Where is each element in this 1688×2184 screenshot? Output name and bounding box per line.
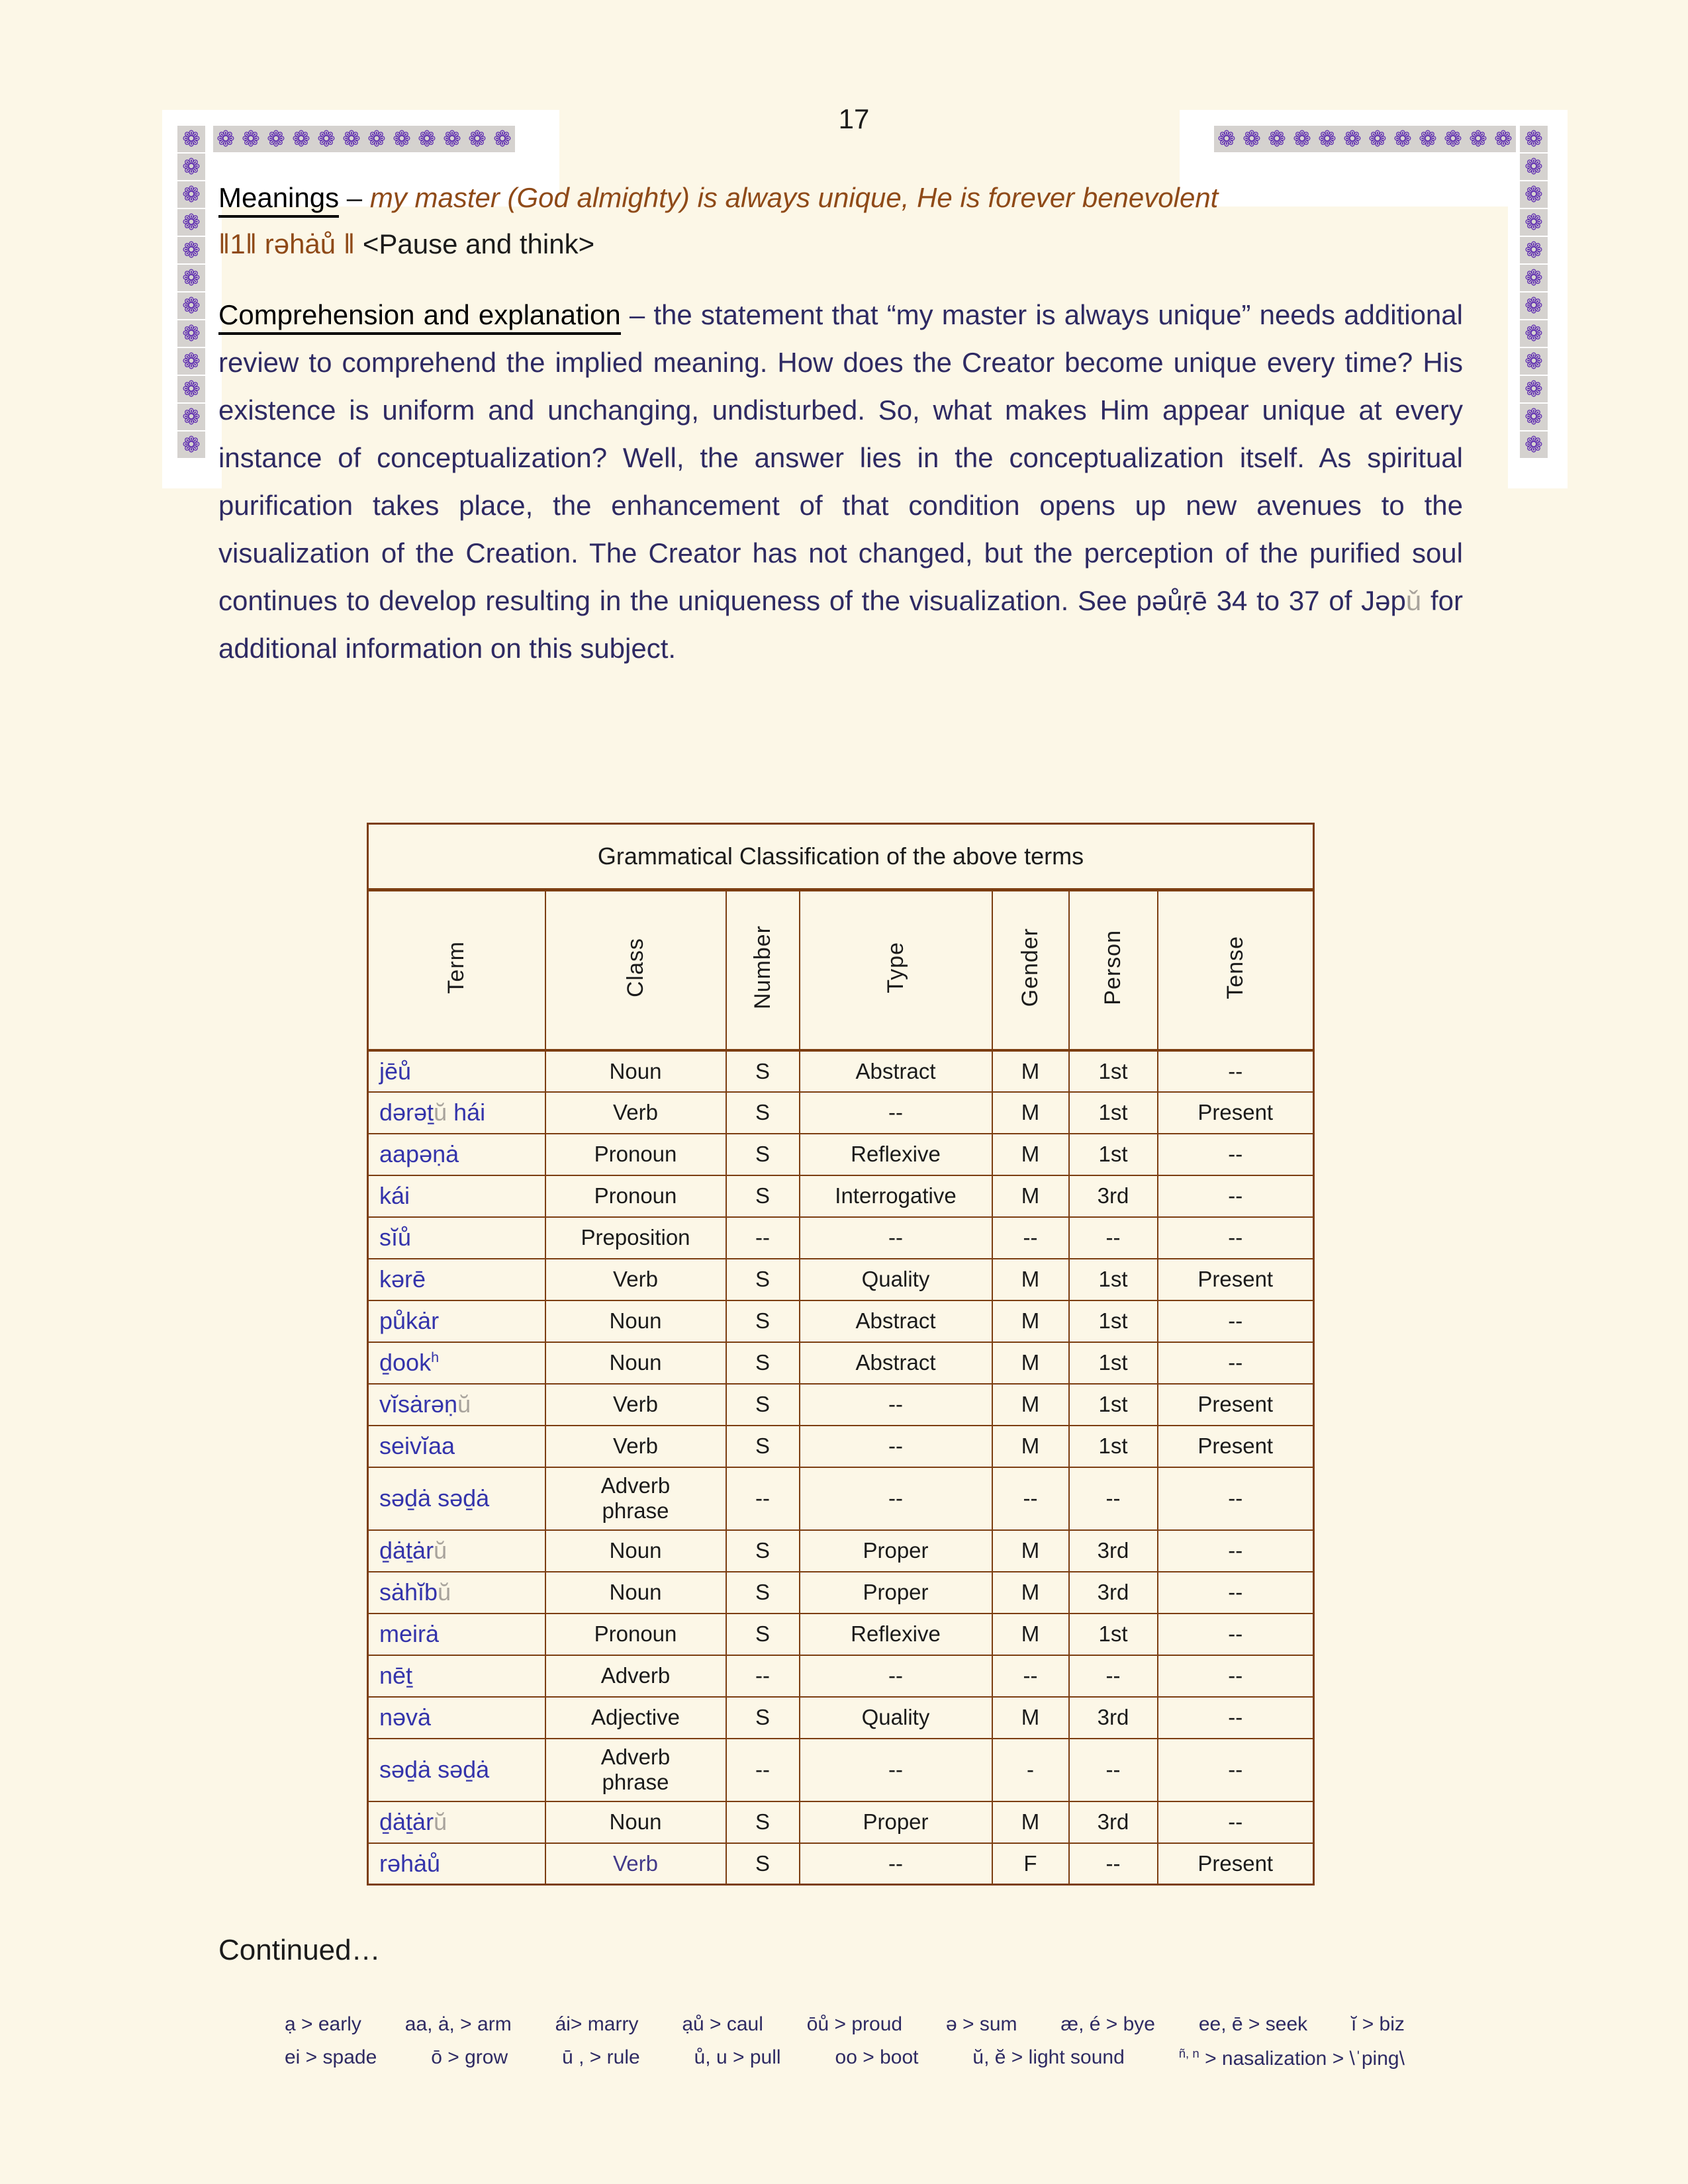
table-cell: S — [726, 1530, 800, 1572]
pronunciation-item: ạ > early — [285, 2013, 361, 2035]
flower-icon: ❁ — [177, 320, 205, 347]
table-row — [368, 1342, 1314, 1384]
flower-icon: ❁ — [1365, 126, 1390, 152]
table-cell: M — [992, 1697, 1069, 1739]
table-header-row — [368, 890, 1314, 1050]
meanings-dash: – — [339, 182, 370, 213]
meanings-text: my master (God almighty) is always unique, He is forever benevolent — [369, 182, 1219, 213]
table-cell: 3rd — [1069, 1697, 1158, 1739]
table-cell: 1st — [1069, 1384, 1158, 1426]
table-row — [368, 1134, 1314, 1175]
table-cell: Present — [1158, 1092, 1314, 1134]
table-row — [368, 1384, 1314, 1426]
table-cell: M — [992, 1259, 1069, 1300]
pronunciation-guide — [285, 2013, 1405, 2070]
column-header-gender: Gender — [1017, 928, 1043, 1007]
table-cell: -- — [1158, 1697, 1314, 1739]
flower-icon: ❁ — [1520, 265, 1548, 291]
flower-icon: ❁ — [177, 181, 205, 208]
table-cell: M — [992, 1175, 1069, 1217]
flower-icon: ❁ — [1315, 126, 1340, 152]
table-row — [368, 1426, 1314, 1467]
table-cell: M — [992, 1426, 1069, 1467]
table-cell: -- — [992, 1655, 1069, 1697]
table-cell: -- — [726, 1739, 800, 1801]
table-row — [368, 1050, 1314, 1092]
term-cell: půkȧr — [368, 1300, 545, 1342]
flower-icon: ❁ — [1520, 432, 1548, 458]
table-cell: -- — [1158, 1614, 1314, 1655]
comprehension-gray-char: ǔ — [1405, 585, 1422, 616]
table-cell: S — [726, 1843, 800, 1885]
table-cell: M — [992, 1134, 1069, 1175]
pronunciation-item: ōů > proud — [806, 2013, 903, 2035]
table-row — [368, 1530, 1314, 1572]
table-cell: Present — [1158, 1384, 1314, 1426]
table-row — [368, 1801, 1314, 1843]
table-cell: -- — [726, 1217, 800, 1259]
table-cell: Present — [1158, 1259, 1314, 1300]
term-cell: nēṯ — [368, 1655, 545, 1697]
table-cell: S — [726, 1050, 800, 1092]
verse-reference: ‖1‖ rəhȧů ‖ — [218, 228, 363, 259]
table-cell: Reflexive — [800, 1134, 992, 1175]
flower-icon: ❁ — [177, 154, 205, 180]
flower-border-right — [1520, 126, 1548, 458]
flower-icon: ❁ — [1520, 237, 1548, 263]
term-cell: ḏook$^h$ — [368, 1342, 545, 1384]
term-cell: ḏȧṯȧrŭ — [368, 1530, 545, 1572]
flower-icon: ❁ — [339, 126, 364, 152]
table-cell: Present — [1158, 1843, 1314, 1885]
flower-icon: ❁ — [263, 126, 289, 152]
flower-icon: ❁ — [1520, 209, 1548, 236]
flower-icon: ❁ — [1264, 126, 1289, 152]
table-cell: -- — [800, 1655, 992, 1697]
pronunciation-item: ĭ > biz — [1351, 2013, 1405, 2035]
table-cell: -- — [1158, 1134, 1314, 1175]
pronunciation-item: ạů > caul — [682, 2013, 763, 2035]
table-cell: -- — [1158, 1175, 1314, 1217]
flower-icon: ❁ — [1340, 126, 1365, 152]
pronunciation-item: ee, ē > seek — [1198, 2013, 1308, 2035]
table-cell: Noun — [545, 1050, 726, 1092]
flower-icon: ❁ — [1390, 126, 1415, 152]
table-cell: 3rd — [1069, 1572, 1158, 1614]
table-cell: Adverb phrase — [545, 1467, 726, 1530]
table-cell: -- — [1158, 1530, 1314, 1572]
table-cell: Adverb — [545, 1655, 726, 1697]
flower-icon: ❁ — [177, 293, 205, 319]
table-cell: S — [726, 1342, 800, 1384]
table-cell: -- — [800, 1467, 992, 1530]
comprehension-dash: – — [620, 299, 654, 330]
table-row — [368, 1300, 1314, 1342]
table-cell: Noun — [545, 1342, 726, 1384]
pronunciation-item: oo > boot — [835, 2046, 919, 2068]
table-cell: -- — [1069, 1843, 1158, 1885]
table-cell: Present — [1158, 1426, 1314, 1467]
pronunciation-item: aa, ȧ, > arm — [404, 2013, 512, 2035]
table-cell: M — [992, 1572, 1069, 1614]
table-cell: S — [726, 1426, 800, 1467]
table-cell: M — [992, 1300, 1069, 1342]
term-cell: nəvȧ — [368, 1697, 545, 1739]
flower-icon: ❁ — [213, 126, 238, 152]
flower-icon: ❁ — [490, 126, 515, 152]
term-cell: meirȧ — [368, 1614, 545, 1655]
flower-icon: ❁ — [177, 265, 205, 291]
flower-icon: ❁ — [364, 126, 389, 152]
table-cell: -- — [800, 1843, 992, 1885]
pronunciation-line-2 — [285, 2046, 1405, 2070]
flower-icon: ❁ — [289, 126, 314, 152]
table-cell: F — [992, 1843, 1069, 1885]
flower-icon: ❁ — [177, 432, 205, 458]
table-cell: Verb — [545, 1843, 726, 1885]
pronunciation-item: ŭ, ĕ > light sound — [972, 2046, 1125, 2068]
table-row — [368, 1572, 1314, 1614]
comprehension-body-1: the statement that “my master is always unique” needs additional review to comprehend the implied meaning. How does the Creator become unique every time? His existence is uniform and unchanging, undisturbed. So, what makes Him appear unique at every instance of conceptualization? Well, the answer lies in the conceptualization itself. As spiritual purification takes place, the enhancement of that condition opens up new avenues to the visualization of the Creation. The Creator has not changed, but the perception of the purified soul continues to develop resulting in the uniqueness of the visualization. See pəůṛē 34 to 37 of Jəp — [218, 299, 1463, 616]
table-row — [368, 1655, 1314, 1697]
table-cell: -- — [992, 1467, 1069, 1530]
table-cell: M — [992, 1092, 1069, 1134]
comprehension-heading: Comprehension and explanation — [218, 299, 621, 335]
table-cell: -- — [1069, 1217, 1158, 1259]
table-row — [368, 1697, 1314, 1739]
term-cell: vĭsȧrəṇŭ — [368, 1384, 545, 1426]
table-cell: 3rd — [1069, 1175, 1158, 1217]
flower-icon: ❁ — [177, 126, 205, 152]
pronunciation-item: ái> marry — [555, 2013, 639, 2035]
grammar-table — [367, 823, 1315, 1886]
table-cell: S — [726, 1175, 800, 1217]
flower-icon: ❁ — [1491, 126, 1516, 152]
table-cell: Verb — [545, 1259, 726, 1300]
flower-icon: ❁ — [177, 404, 205, 430]
column-header-term: Term — [444, 940, 469, 994]
table-cell: Verb — [545, 1384, 726, 1426]
table-row — [368, 1217, 1314, 1259]
flower-icon: ❁ — [1239, 126, 1264, 152]
table-row — [368, 1092, 1314, 1134]
table-cell: S — [726, 1384, 800, 1426]
pronunciation-line-1 — [285, 2013, 1405, 2036]
flower-icon: ❁ — [1520, 126, 1548, 152]
table-cell: -- — [800, 1217, 992, 1259]
table-row — [368, 1259, 1314, 1300]
flower-icon: ❁ — [1440, 126, 1466, 152]
table-cell: -- — [1158, 1217, 1314, 1259]
table-cell: Adverb phrase — [545, 1739, 726, 1801]
table-cell: S — [726, 1092, 800, 1134]
column-header-type: Type — [882, 941, 908, 993]
term-cell: kái — [368, 1175, 545, 1217]
flower-border-left — [177, 126, 205, 458]
flower-icon: ❁ — [1214, 126, 1239, 152]
table-cell: 1st — [1069, 1092, 1158, 1134]
table-cell: M — [992, 1384, 1069, 1426]
table-cell: Proper — [800, 1530, 992, 1572]
table-cell: 1st — [1069, 1342, 1158, 1384]
table-cell: 1st — [1069, 1426, 1158, 1467]
table-cell: M — [992, 1614, 1069, 1655]
table-cell: Adjective — [545, 1697, 726, 1739]
term-cell: səḏȧ səḏȧ — [368, 1467, 545, 1530]
column-header-tense: Tense — [1222, 935, 1248, 999]
flower-icon: ❁ — [177, 209, 205, 236]
table-cell: S — [726, 1614, 800, 1655]
table-cell: S — [726, 1259, 800, 1300]
table-row — [368, 1467, 1314, 1530]
table-cell: Preposition — [545, 1217, 726, 1259]
table-cell: -- — [726, 1467, 800, 1530]
column-header-number: Number — [749, 925, 775, 1010]
term-cell: sȧhĭbŭ — [368, 1572, 545, 1614]
table-cell: -- — [1069, 1467, 1158, 1530]
pronunciation-item: ů, u > pull — [694, 2046, 781, 2068]
table-cell: Proper — [800, 1572, 992, 1614]
table-cell: Noun — [545, 1530, 726, 1572]
table-cell: -- — [800, 1739, 992, 1801]
table-cell: S — [726, 1134, 800, 1175]
term-cell: seivĭaa — [368, 1426, 545, 1467]
flower-icon: ❁ — [1466, 126, 1491, 152]
term-cell: ḏȧṯȧrŭ — [368, 1801, 545, 1843]
pronunciation-item: ō > grow — [431, 2046, 508, 2068]
table-cell: -- — [1158, 1572, 1314, 1614]
table-cell: Pronoun — [545, 1175, 726, 1217]
flower-icon: ❁ — [1520, 376, 1548, 402]
table-title-row — [368, 824, 1314, 890]
table-cell: M — [992, 1530, 1069, 1572]
meanings-heading: Meanings — [218, 182, 339, 218]
flower-icon: ❁ — [1520, 154, 1548, 180]
grammar-table-body — [368, 824, 1314, 1885]
flower-icon: ❁ — [1520, 181, 1548, 208]
table-cell: -- — [726, 1655, 800, 1697]
term-cell: rəhȧů — [368, 1843, 545, 1885]
table-cell: M — [992, 1801, 1069, 1843]
table-cell: -- — [1158, 1342, 1314, 1384]
table-row — [368, 1175, 1314, 1217]
table-cell: -- — [800, 1384, 992, 1426]
table-cell: 1st — [1069, 1614, 1158, 1655]
term-cell: aapəṇȧ — [368, 1134, 545, 1175]
table-cell: -- — [1158, 1300, 1314, 1342]
table-cell: Abstract — [800, 1050, 992, 1092]
table-cell: Reflexive — [800, 1614, 992, 1655]
table-cell: Verb — [545, 1092, 726, 1134]
table-cell: Pronoun — [545, 1134, 726, 1175]
comprehension-section — [218, 291, 1463, 672]
flower-icon: ❁ — [314, 126, 339, 152]
table-cell: Abstract — [800, 1300, 992, 1342]
table-cell: 1st — [1069, 1134, 1158, 1175]
table-cell: Pronoun — [545, 1614, 726, 1655]
term-cell: sĭů — [368, 1217, 545, 1259]
pause-and-think: <Pause and think> — [362, 228, 595, 259]
term-cell: jēů — [368, 1050, 545, 1092]
table-cell: 3rd — [1069, 1801, 1158, 1843]
table-row — [368, 1614, 1314, 1655]
flower-border-top-right — [1214, 126, 1516, 152]
pronunciation-item: æ, é > bye — [1060, 2013, 1155, 2035]
flower-icon: ❁ — [465, 126, 490, 152]
flower-icon: ❁ — [177, 237, 205, 263]
flower-border-top-left — [213, 126, 515, 152]
table-cell: 3rd — [1069, 1530, 1158, 1572]
table-cell: -- — [992, 1217, 1069, 1259]
flower-icon: ❁ — [238, 126, 263, 152]
pronunciation-item: ei > spade — [285, 2046, 377, 2068]
table-cell: -- — [1158, 1801, 1314, 1843]
table-cell: M — [992, 1050, 1069, 1092]
flower-icon: ❁ — [1520, 293, 1548, 319]
pronunciation-item: ə > sum — [945, 2013, 1017, 2035]
table-cell: -- — [1069, 1739, 1158, 1801]
table-cell: -- — [1158, 1050, 1314, 1092]
flower-icon: ❁ — [414, 126, 440, 152]
pronunciation-item: ū , > rule — [562, 2046, 640, 2068]
table-cell: S — [726, 1801, 800, 1843]
flower-icon: ❁ — [440, 126, 465, 152]
column-header-class: Class — [622, 937, 648, 997]
table-cell: Interrogative — [800, 1175, 992, 1217]
table-cell: 1st — [1069, 1050, 1158, 1092]
term-cell: dərəṯŭ hái — [368, 1092, 545, 1134]
table-cell: -- — [1158, 1739, 1314, 1801]
continued-label: Continued… — [218, 1934, 381, 1966]
table-cell: Abstract — [800, 1342, 992, 1384]
flower-icon: ❁ — [177, 348, 205, 375]
table-cell: Proper — [800, 1801, 992, 1843]
comprehension-body-2: for additional information on this subject. — [218, 585, 1463, 664]
table-row — [368, 1739, 1314, 1801]
table-cell: 1st — [1069, 1259, 1158, 1300]
table-title: Grammatical Classification of the above terms — [368, 824, 1314, 890]
pronunciation-item: $^{ñ, n}$ > nasalization > \ˈping\ — [1178, 2046, 1405, 2070]
table-cell: Verb — [545, 1426, 726, 1467]
table-cell: -- — [800, 1092, 992, 1134]
table-cell: -- — [800, 1426, 992, 1467]
table-cell: Quality — [800, 1259, 992, 1300]
table-cell: Quality — [800, 1697, 992, 1739]
table-cell: - — [992, 1739, 1069, 1801]
table-cell: -- — [1069, 1655, 1158, 1697]
table-cell: Noun — [545, 1801, 726, 1843]
column-header-person: Person — [1100, 929, 1125, 1005]
table-cell: 1st — [1069, 1300, 1158, 1342]
flower-icon: ❁ — [1520, 348, 1548, 375]
table-cell: -- — [1158, 1467, 1314, 1530]
table-cell: S — [726, 1300, 800, 1342]
table-row — [368, 1843, 1314, 1885]
meanings-section — [218, 175, 1480, 267]
table-cell: Noun — [545, 1300, 726, 1342]
flower-icon: ❁ — [389, 126, 414, 152]
flower-icon: ❁ — [1289, 126, 1315, 152]
flower-icon: ❁ — [177, 376, 205, 402]
table-cell: Noun — [545, 1572, 726, 1614]
page-number: 17 — [838, 103, 870, 134]
table-cell: M — [992, 1342, 1069, 1384]
table-cell: S — [726, 1697, 800, 1739]
table-cell: -- — [1158, 1655, 1314, 1697]
table-cell: S — [726, 1572, 800, 1614]
flower-icon: ❁ — [1520, 404, 1548, 430]
flower-icon: ❁ — [1415, 126, 1440, 152]
term-cell: səḏȧ səḏȧ — [368, 1739, 545, 1801]
flower-icon: ❁ — [1520, 320, 1548, 347]
term-cell: kərē — [368, 1259, 545, 1300]
